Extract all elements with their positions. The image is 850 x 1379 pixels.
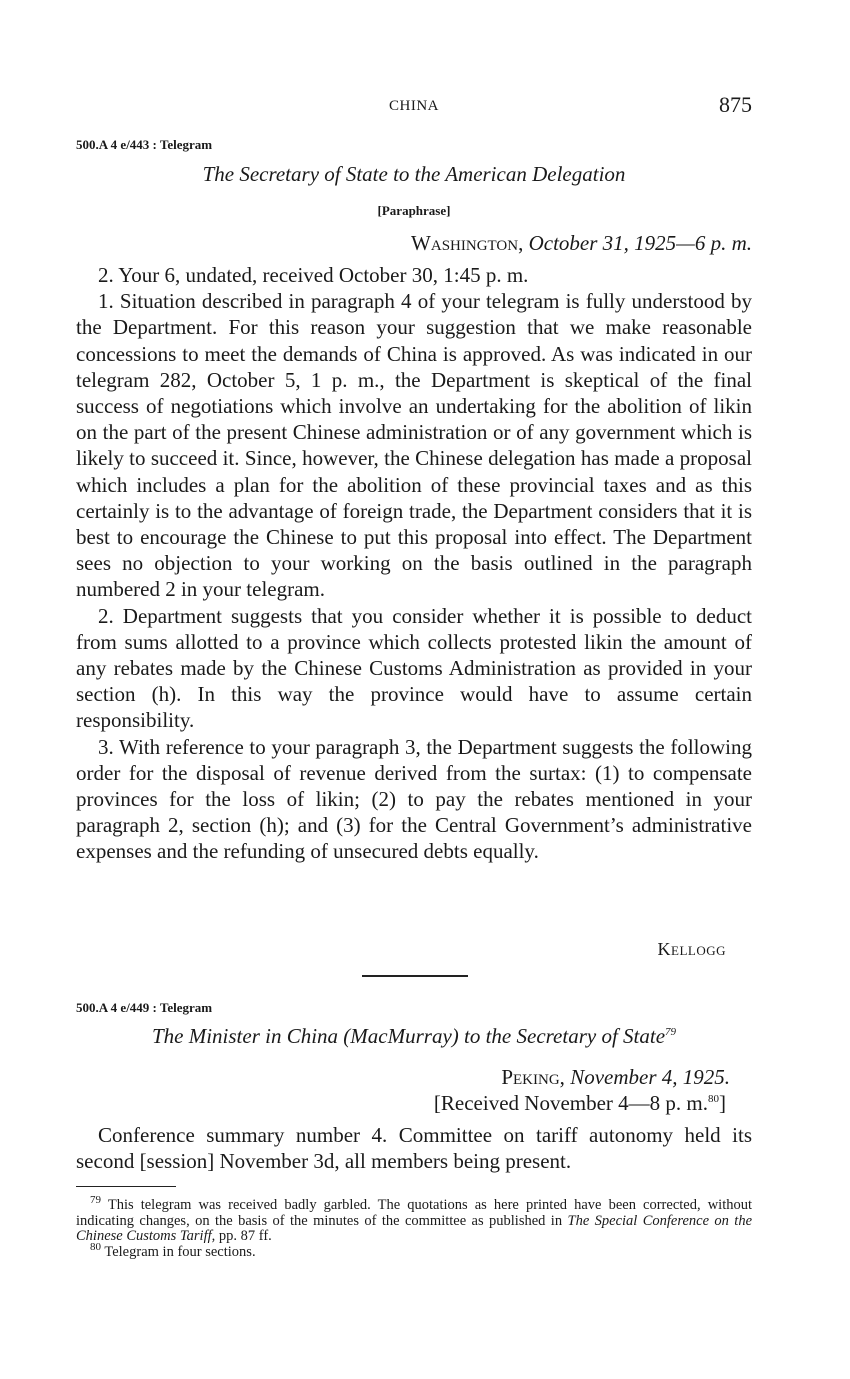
footnote-80	[76, 1240, 752, 1261]
document-title-1: The Secretary of State to the American Delegation	[202, 162, 626, 186]
paragraph: Conference summary number 4. Committee on tariff autonomy held its second [session] November 3d, all members being present.	[76, 1123, 752, 1174]
paragraph: 2. Your 6, undated, received October 30, 1:45 p. m.	[98, 263, 529, 287]
footnote-rule	[76, 1186, 176, 1187]
dateline-1	[411, 231, 752, 256]
dateline-date-2: November 4, 1925.	[570, 1065, 730, 1089]
telegram-body-2	[76, 1122, 752, 1174]
footnote-ref-79: 79	[665, 1026, 677, 1038]
footnote-79-text: This telegram was received badly garbled. The quotations as here printed have been corrected, without indicating changes, on the basis of the minutes of the committee as published in	[76, 1197, 752, 1229]
footnote-mark-80: 80	[90, 1240, 101, 1253]
received-text: [Received November 4—8 p. m.	[433, 1091, 708, 1115]
dateline-place-2: Peking,	[501, 1065, 565, 1089]
footnote-79	[76, 1194, 753, 1245]
footnotes	[76, 1194, 753, 1260]
file-reference-1: 500.A 4 e/443 : Telegram	[76, 137, 213, 152]
received-note	[434, 1091, 726, 1116]
paragraph: 2. Department suggests that you consider whether it is possible to deduct from sums allotted to a province which collects protested likin the amount of any rebates made by the Chinese Customs Administration as provided in your section (h). In this way the province would have to assume certain responsibility.	[76, 603, 752, 733]
dateline-2	[501, 1065, 730, 1090]
footnote-ref-80: 80	[708, 1093, 719, 1105]
dateline-place-1: Washington,	[411, 231, 524, 255]
paragraph: 1. Situation described in paragraph 4 of your telegram is fully understood by the Department. For this reason your suggestion that we make reasonable concessions to meet the demands of China is approved. As was indicated in our telegram 282, October 5, 1 p. m., the Department is skeptical of the final success of negotiations which involve an undertaking for the abolition of likin on the part of the present Chinese administration or of any government which is likely to succeed it. Since, however, the Chinese delegation has made a proposal which includes a plan for the abolition of these provincial taxes and as this certainly is to the advantage of foreign trade, the Department considers that it is best to encourage the Chinese to put this proposal into effect. The Department sees no objection to your working on the basis outlined in the paragraph numbered 2 in your telegram.	[76, 289, 752, 602]
paraphrase-note: [Paraphrase]	[377, 203, 451, 218]
paragraph: 3. With reference to your paragraph 3, the Department suggests the following order for the disposal of revenue derived from the surtax: (1) to compensate provinces for the loss of likin; (2) to pay the rebates mentioned in your paragraph 2, section (h); and (3) for the Central Government’s administrative expenses and the refunding of unsecured debts equally.	[76, 734, 752, 864]
footnote-79-tail: pp. 87 ff.	[218, 1228, 272, 1244]
page-number: 875	[719, 92, 752, 117]
signature: Kellogg	[657, 939, 726, 959]
footnote-mark-79: 79	[90, 1194, 101, 1207]
dateline-date-1: October 31, 1925—6 p. m.	[528, 231, 752, 255]
running-head: CHINA	[389, 98, 439, 114]
received-close: ]	[719, 1091, 726, 1115]
document-title-2	[76, 1024, 752, 1049]
footnote-80-text: Telegram in four sections.	[104, 1243, 256, 1260]
file-reference-2: 500.A 4 e/449 : Telegram	[76, 1000, 213, 1015]
page-header	[76, 92, 752, 122]
footnote-79-title: The Special Conference on the Chinese Customs Tariff,	[76, 1212, 753, 1244]
section-divider	[362, 975, 468, 977]
document-title-2-text: The Minister in China (MacMurray) to the Secretary of State	[151, 1024, 666, 1048]
telegram-body-1	[76, 262, 752, 865]
